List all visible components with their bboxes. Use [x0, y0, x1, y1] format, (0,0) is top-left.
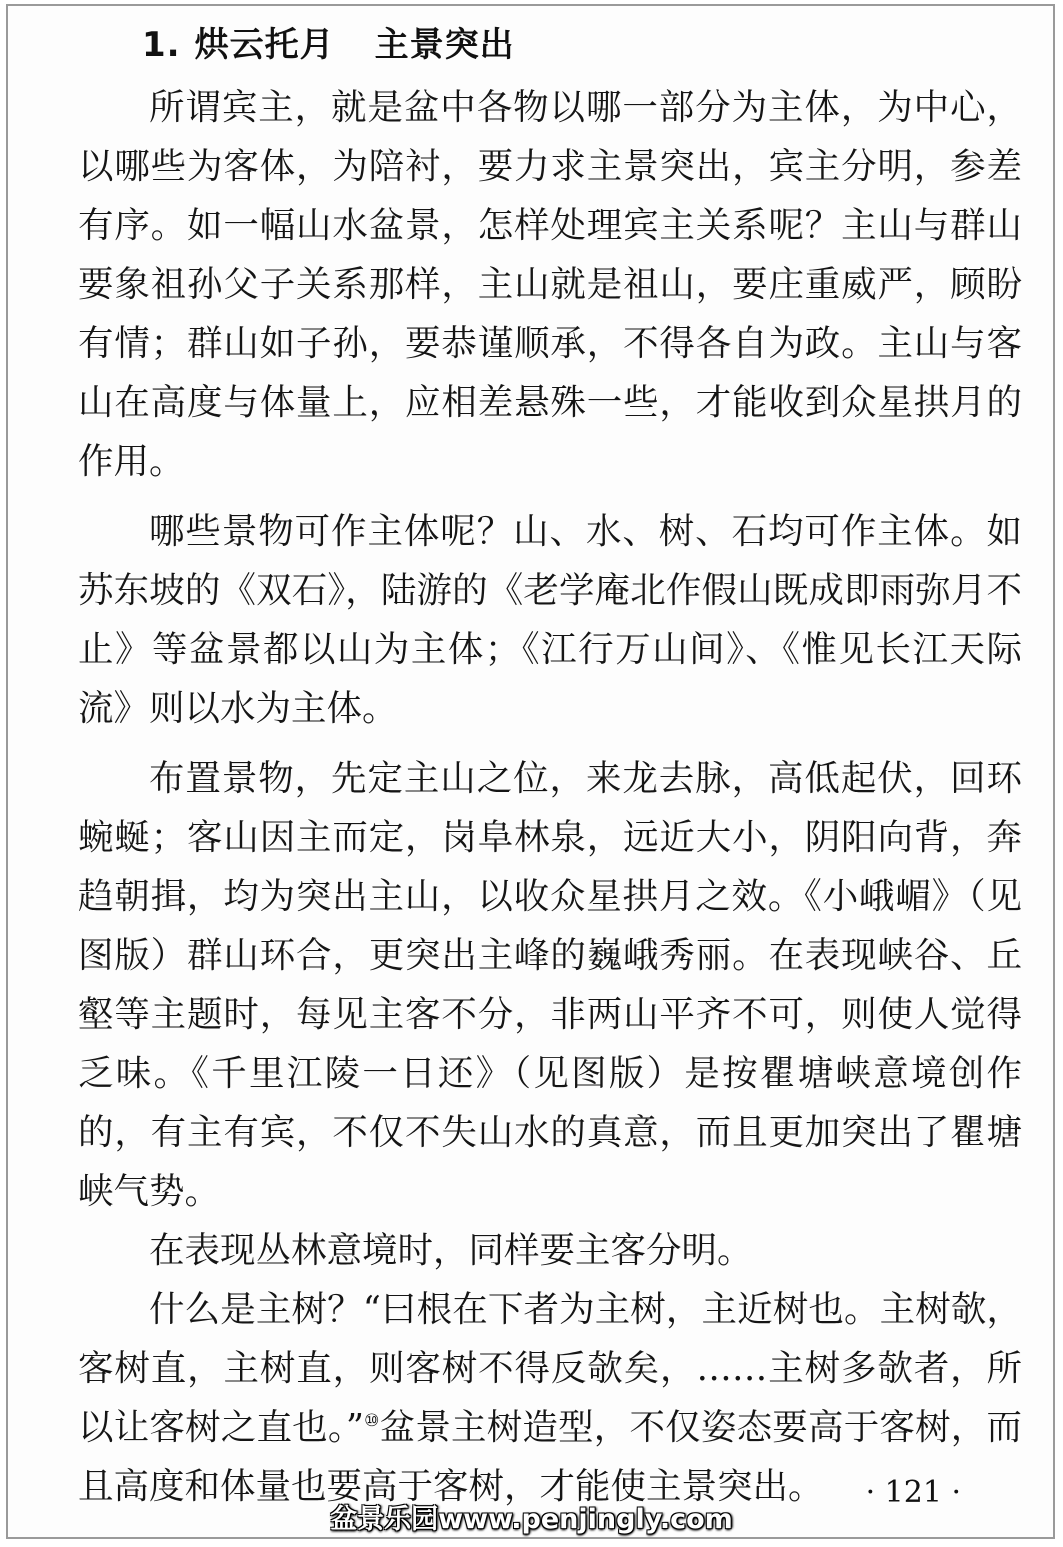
section-number: 1. [142, 25, 181, 65]
page-number: · 121 · [865, 1475, 961, 1510]
book-page [6, 4, 1055, 1539]
body-text [78, 78, 1022, 1516]
section-heading [142, 22, 515, 68]
paragraph-5-continuation: 盆景主树造型，不仅姿态要高于客树，而且高度和体量也要高于客树，才能使主景突出。 [78, 1407, 1022, 1507]
footnote-marker: ⑩ [363, 1411, 380, 1432]
section-title-part-2: 主景突出 [374, 25, 515, 65]
paragraph-2: 哪些景物可作主体呢？山、水、树、石均可作主体。如苏东坡的《双石》，陆游的《老学庵北作假山既成即雨弥月不止》等盆景都以山为主体；《江行万山间》、《惟见长江天际流》则以水为主体。 [78, 511, 1022, 729]
section-title-part-1: 烘云托月 [194, 25, 335, 65]
paragraph-1: 所谓宾主，就是盆中各物以哪一部分为主体，为中心，以哪些为客体，为陪衬，要力求主景突出，宾主分明，参差有序。如一幅山水盆景，怎样处理宾主关系呢？主山与群山要象祖孙父子关系那样，主山就是祖山，要庄重威严，顾盼有情；群山如子孙，要恭谨顺承，不得各自为政。主山与客山在高度与体量上，应相差悬殊一些，才能收到众星拱月的作用。 [78, 87, 1022, 482]
paragraph-4: 在表现丛林意境时，同样要主客分明。 [149, 1230, 753, 1271]
quote-text: 什么是主树？“曰根在下者为主树，主近树也。主树欹，客树直，主树直，则客树不得反欹矣，……主树多欹者，所以让客树之直也。” [78, 1289, 1022, 1448]
site-watermark: 盆景乐园www.penjingly.com [330, 1504, 733, 1535]
paragraph-3: 布置景物，先定主山之位，来龙去脉，高低起伏，回环蜿蜒；客山因主而定，岗阜林泉，远近大小，阴阳向背，奔趋朝揖，均为突出主山，以收众星拱月之效。《小峨嵋》（见图版）群山环合，更突出主峰的巍峨秀丽。在表现峡谷、丘壑等主题时，每见主客不分，非两山平齐不可，则使人觉得乏味。《千里江陵一日还》（见图版）是按瞿塘峡意境创作的，有主有宾，不仅不失山水的真意，而且更加突出了瞿塘峡气势。 [78, 758, 1022, 1212]
